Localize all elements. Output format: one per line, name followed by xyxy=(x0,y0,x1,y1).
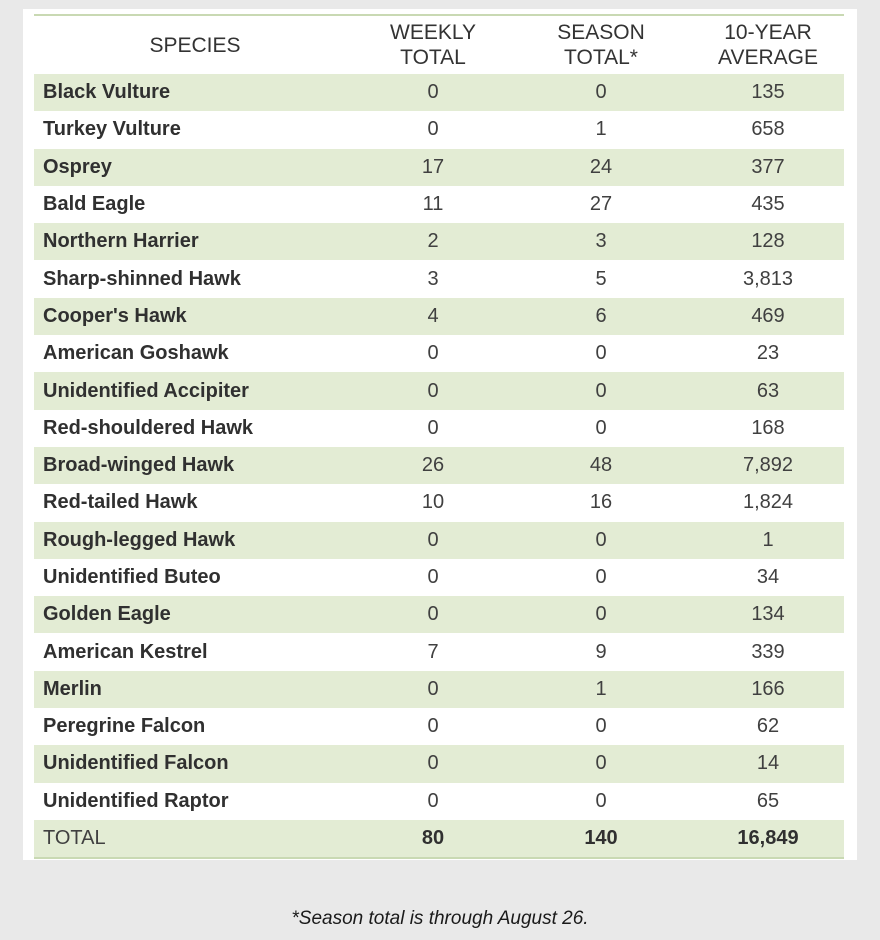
weekly-total-cell: 0 xyxy=(356,522,510,559)
species-cell: Unidentified Accipiter xyxy=(34,372,356,409)
table-row xyxy=(34,410,844,447)
table-row xyxy=(34,596,844,633)
header-ten-year-average: 10-YEAR AVERAGE xyxy=(718,21,818,69)
weekly-total-cell: 0 xyxy=(427,416,439,439)
total-species-cell: TOTAL xyxy=(34,820,356,858)
ten-year-average-cell: 3,813 xyxy=(742,267,794,290)
table-row xyxy=(34,633,844,670)
weekly-total-cell: 0 xyxy=(427,715,439,738)
table-row xyxy=(34,223,844,260)
season-total-cell: 0 xyxy=(510,745,692,782)
header-season-total: SEASON TOTAL* xyxy=(557,21,645,69)
season-total-cell: 6 xyxy=(510,298,692,335)
ten-year-average-cell: 658 xyxy=(751,118,785,141)
table-row xyxy=(34,671,844,708)
ten-year-average-cell: 1 xyxy=(692,522,844,559)
total-season-total-cell: 140 xyxy=(510,820,692,858)
weekly-total-cell: 0 xyxy=(356,74,510,111)
ten-year-average-cell: 339 xyxy=(751,640,785,663)
raptor-count-table xyxy=(34,14,844,859)
table-card xyxy=(23,9,857,860)
species-cell: Unidentified Falcon xyxy=(34,745,356,782)
species-cell: Broad-winged Hawk xyxy=(34,447,356,484)
species-cell: American Goshawk xyxy=(43,342,229,365)
species-cell: Unidentified Raptor xyxy=(43,789,229,812)
header-row xyxy=(34,15,844,74)
species-cell: Cooper's Hawk xyxy=(34,298,356,335)
header-species: SPECIES xyxy=(149,33,241,57)
weekly-total-cell: 17 xyxy=(356,149,510,186)
weekly-total-cell: 0 xyxy=(356,745,510,782)
season-total-cell: 3 xyxy=(510,223,692,260)
season-total-cell: 5 xyxy=(595,267,607,290)
season-total-cell: 0 xyxy=(510,74,692,111)
ten-year-average-cell: 377 xyxy=(692,149,844,186)
table-row xyxy=(34,484,844,521)
weekly-total-cell: 4 xyxy=(356,298,510,335)
ten-year-average-cell: 168 xyxy=(751,416,785,439)
table-row xyxy=(34,559,844,596)
weekly-total-cell: 0 xyxy=(427,342,439,365)
weekly-total-cell: 10 xyxy=(421,491,445,514)
species-cell: Bald Eagle xyxy=(43,193,146,216)
ten-year-average-cell: 65 xyxy=(756,789,780,812)
season-total-cell: 9 xyxy=(595,640,607,663)
weekly-total-cell: 0 xyxy=(356,671,510,708)
season-total-cell: 0 xyxy=(595,566,607,588)
weekly-total-cell: 0 xyxy=(427,789,439,812)
ten-year-average-cell: 435 xyxy=(751,193,785,216)
species-cell: Red-shouldered Hawk xyxy=(43,416,254,439)
ten-year-average-cell: 135 xyxy=(692,74,844,111)
season-total-cell: 0 xyxy=(595,789,607,812)
table-row xyxy=(34,447,844,484)
weekly-total-cell: 3 xyxy=(427,267,439,290)
footnote: *Season total is through August 26. xyxy=(291,908,589,929)
weekly-total-cell: 0 xyxy=(427,566,439,588)
season-total-cell: 1 xyxy=(595,118,607,141)
season-total-cell: 0 xyxy=(595,715,607,738)
season-total-cell: 0 xyxy=(510,372,692,409)
header-weekly-total: WEEKLY TOTAL xyxy=(390,21,476,69)
season-total-cell: 48 xyxy=(510,447,692,484)
season-total-cell: 16 xyxy=(589,491,613,514)
ten-year-average-cell: 128 xyxy=(692,223,844,260)
table-row xyxy=(34,745,844,782)
ten-year-average-cell: 62 xyxy=(756,715,780,738)
ten-year-average-cell: 134 xyxy=(692,596,844,633)
weekly-total-cell: 2 xyxy=(356,223,510,260)
species-cell: Osprey xyxy=(34,149,356,186)
ten-year-average-cell: 1,824 xyxy=(742,491,794,514)
species-cell: Peregrine Falcon xyxy=(43,715,206,738)
weekly-total-cell: 0 xyxy=(356,372,510,409)
table-row xyxy=(34,522,844,559)
weekly-total-cell: 11 xyxy=(422,193,444,216)
season-total-cell: 1 xyxy=(510,671,692,708)
ten-year-average-cell: 14 xyxy=(692,745,844,782)
season-total-cell: 27 xyxy=(589,193,613,216)
weekly-total-cell: 0 xyxy=(356,596,510,633)
species-cell: Black Vulture xyxy=(34,74,356,111)
species-cell: Red-tailed Hawk xyxy=(43,491,198,514)
table-row xyxy=(34,149,844,186)
ten-year-average-cell: 34 xyxy=(756,566,780,588)
season-total-cell: 24 xyxy=(510,149,692,186)
species-cell: Unidentified Buteo xyxy=(43,566,221,588)
weekly-total-cell: 7 xyxy=(427,640,439,663)
ten-year-average-cell: 7,892 xyxy=(692,447,844,484)
total-row xyxy=(34,820,844,858)
ten-year-average-cell: 63 xyxy=(692,372,844,409)
table-row xyxy=(34,783,844,820)
weekly-total-cell: 0 xyxy=(427,118,439,141)
table-row xyxy=(34,74,844,111)
ten-year-average-cell: 23 xyxy=(756,342,780,365)
total-weekly-total-cell: 80 xyxy=(356,820,510,858)
ten-year-average-cell: 469 xyxy=(692,298,844,335)
species-cell: Sharp-shinned Hawk xyxy=(43,267,241,290)
table-row xyxy=(34,186,844,223)
table-row xyxy=(34,335,844,372)
table-row xyxy=(34,111,844,148)
table-row xyxy=(34,298,844,335)
season-total-cell: 0 xyxy=(510,522,692,559)
ten-year-average-cell: 166 xyxy=(692,671,844,708)
season-total-cell: 0 xyxy=(510,596,692,633)
total-ten-year-average-cell: 16,849 xyxy=(692,820,844,858)
weekly-total-cell: 26 xyxy=(356,447,510,484)
species-cell: Rough-legged Hawk xyxy=(34,522,356,559)
season-total-cell: 0 xyxy=(595,416,607,439)
species-cell: Northern Harrier xyxy=(34,223,356,260)
species-cell: American Kestrel xyxy=(43,640,208,663)
species-cell: Golden Eagle xyxy=(34,596,356,633)
table-row xyxy=(34,260,844,297)
season-total-cell: 0 xyxy=(595,342,607,365)
table-row xyxy=(34,372,844,409)
table-row xyxy=(34,708,844,745)
species-cell: Turkey Vulture xyxy=(43,118,181,141)
species-cell: Merlin xyxy=(34,671,356,708)
